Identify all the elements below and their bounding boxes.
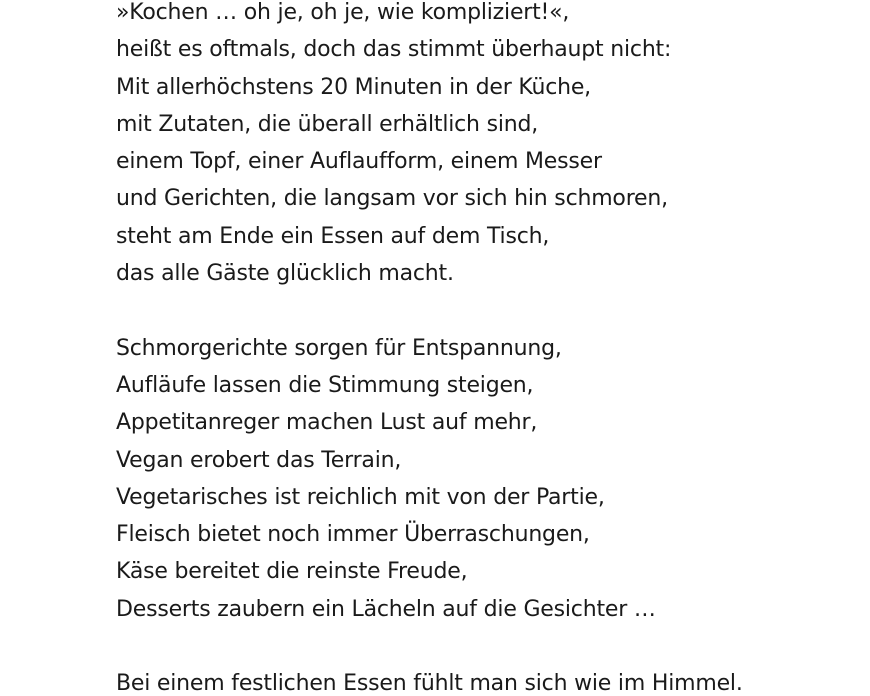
text-line: Desserts zaubern ein Lächeln auf die Gesichter … (116, 596, 656, 622)
text-line: einem Topf, einer Auflaufform, einem Messer (116, 149, 602, 175)
text-line: Vegetarisches ist reichlich mit von der Partie, (116, 484, 605, 510)
paragraph-gap (116, 292, 743, 329)
text-line: Bei einem festlichen Essen fühlt man sich wie im Himmel. (116, 671, 743, 696)
text-line: Schmorgerichte sorgen für Entspannung, (116, 335, 562, 361)
paragraph-gap (116, 628, 743, 665)
text-line: Mit allerhöchstens 20 Minuten in der Küche, (116, 74, 591, 100)
text-line: und Gerichten, die langsam vor sich hin schmoren, (116, 186, 668, 212)
text-line: mit Zutaten, die überall erhältlich sind, (116, 111, 539, 137)
text-line: Käse bereitet die reinste Freude, (116, 559, 468, 585)
poem-text (116, 0, 743, 696)
text-line: Fleisch bietet noch immer Überraschungen, (116, 522, 590, 548)
text-line: heißt es oftmals, doch das stimmt überhaupt nicht: (116, 37, 672, 63)
text-line: »Kochen … oh je, oh je, wie kompliziert!«, (116, 0, 570, 25)
text-line: steht am Ende ein Essen auf dem Tisch, (116, 223, 550, 249)
text-line: das alle Gäste glücklich macht. (116, 261, 454, 287)
text-line: Aufläufe lassen die Stimmung steigen, (116, 372, 534, 398)
text-line: Appetitanreger machen Lust auf mehr, (116, 410, 538, 436)
text-line: Vegan erobert das Terrain, (116, 447, 402, 473)
